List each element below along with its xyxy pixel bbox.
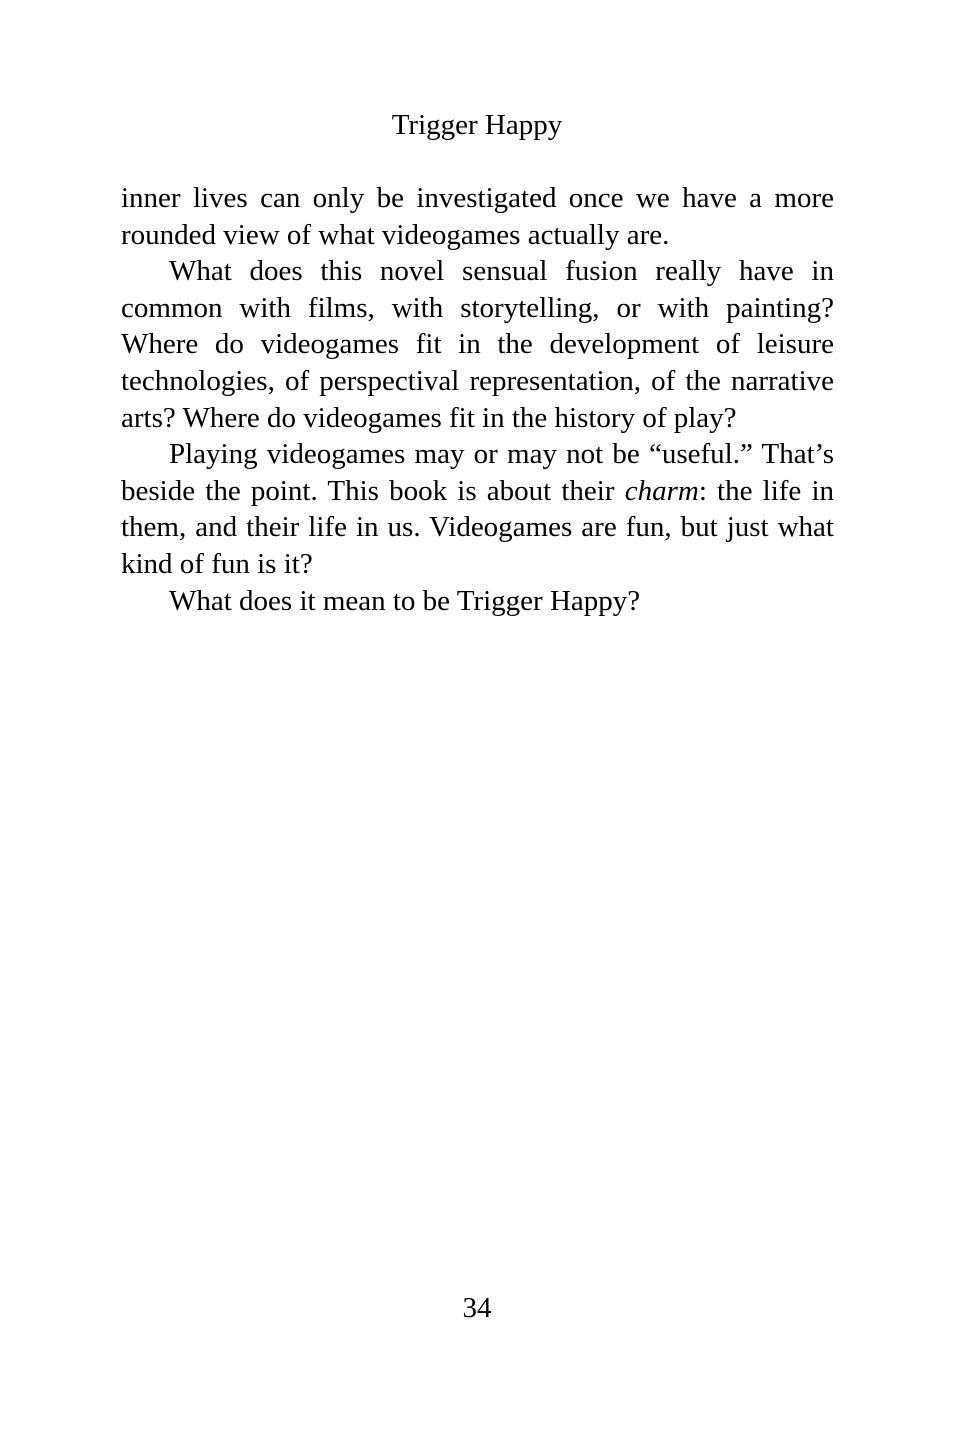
running-header: Trigger Happy: [391, 109, 563, 141]
emphasis-text: charm: [624, 474, 699, 507]
paragraph: [121, 436, 834, 582]
paragraph-text: Playing videogames may or may not be “useful.” That’s beside the point. This book is about their: [121, 438, 834, 507]
paragraph: What does this novel sensual fusion really have in common with films, with storytelling, or with painting? Where do videogames fit in the development of leisure technologies, of perspectival representation, of the narrative arts? Where do videogames fit in the history of play?: [121, 255, 834, 434]
page-number: 34: [462, 1292, 492, 1324]
paragraph-continued: inner lives can only be investigated once we have a more rounded view of what videogames actually are.: [121, 182, 834, 251]
paragraph: What does it mean to be Trigger Happy?: [169, 584, 641, 617]
body-text: [121, 180, 834, 619]
paragraph-text: : the life in them, and their life in us. Videogames are fun, but just what kind of fun is it?: [121, 474, 835, 580]
